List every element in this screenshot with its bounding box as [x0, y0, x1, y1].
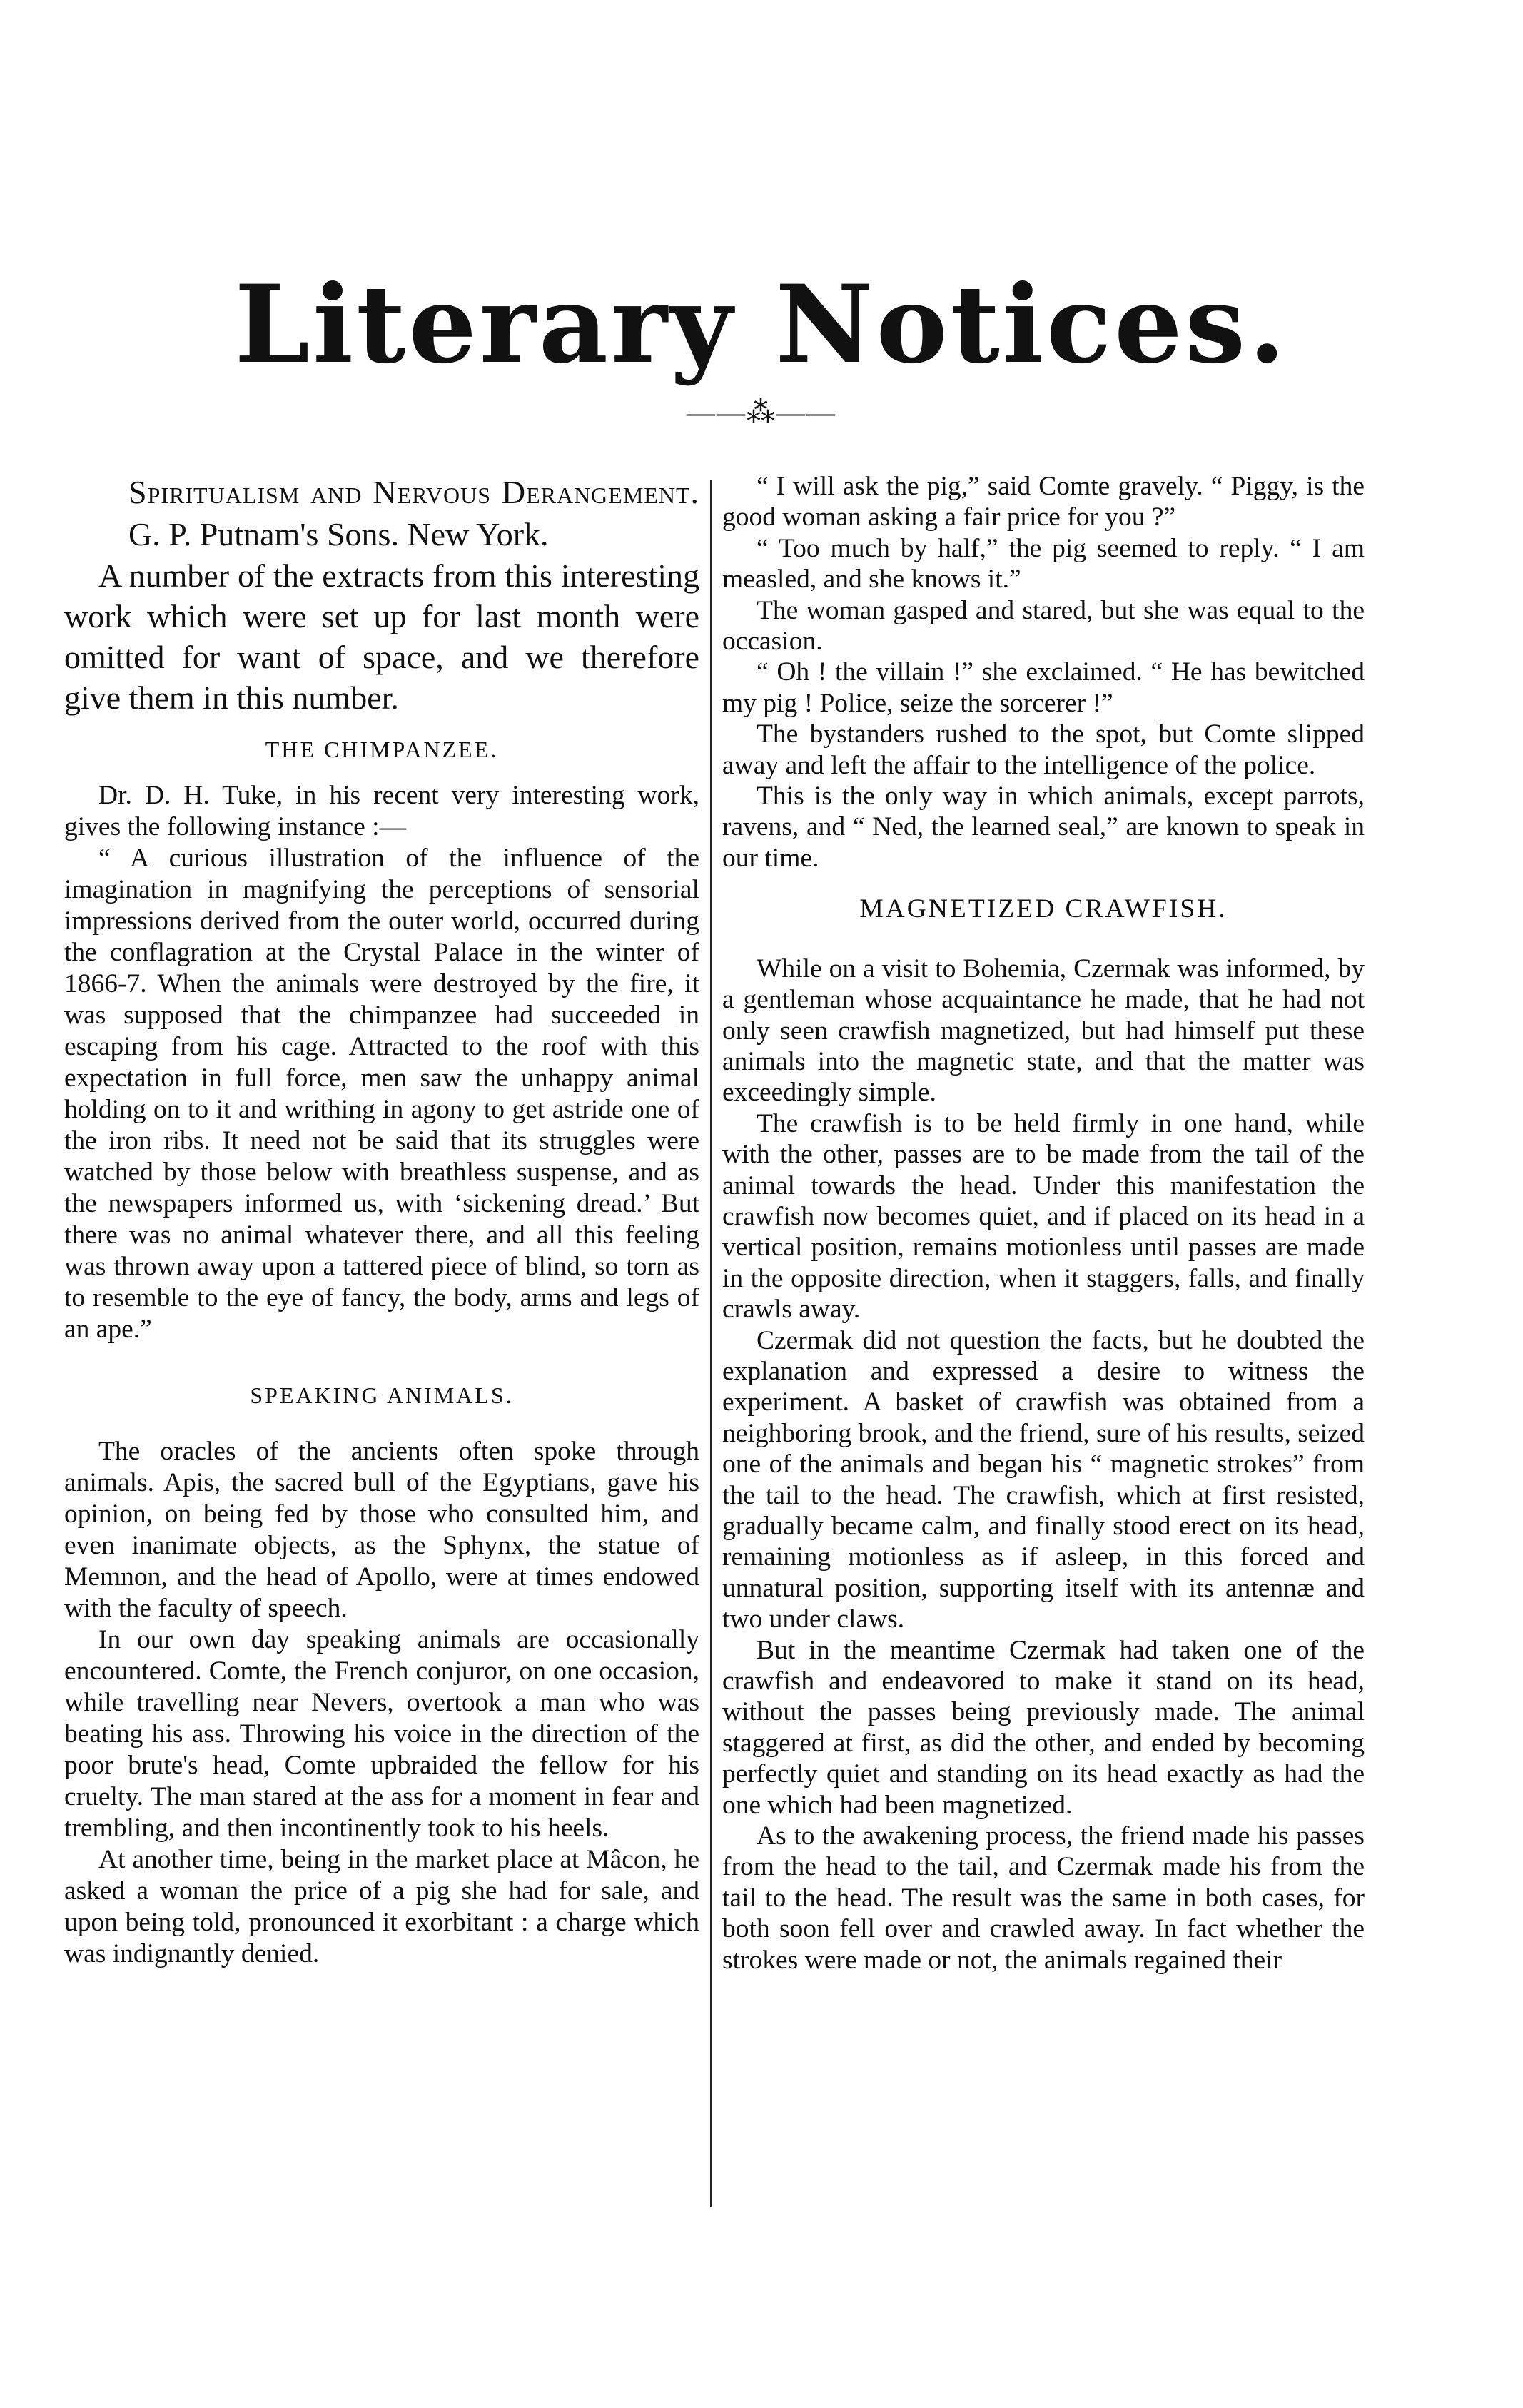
paragraph: Czermak did not question the facts, but he doubted the explanation and expressed a desire to witness the experiment. A basket of crawfish was obtained from a neighboring brook, and the friend, sure of his results, seized one of the animals and began his “ magnetic strokes” from the tail to the head. The crawfish, which at first resisted, gradually became calm, and finally stood erect on its head, remaining motionless as if asleep, in this forced and unnatural position, supporting itself with its antennæ and two under claws. — [722, 1325, 1365, 1634]
publisher: G. P. Putnam's Sons. New York. — [128, 516, 549, 552]
paragraph: In our own day speaking animals are occasionally encountered. Comte, the French conjuror, on one occasion, while travelling near Nevers, overtook a man who was beating his ass. Throwing his voice in the direction of the poor brute's head, Comte upbraided the fellow for his cruelty. The man stared at the ass for a moment in fear and trembling, and then incontinently took to his heels. — [64, 1625, 699, 1843]
paragraph: “ Too much by half,” the pig seemed to reply. “ I am measled, and she knows it.” — [722, 533, 1365, 595]
section-heading-chimpanzee: THE CHIMPANZEE. — [265, 737, 499, 762]
paragraph: At another time, being in the market place at Mâcon, he asked a woman the price of a pig she had for sale, and upon being told, pronounced it exorbitant : a charge which was indignantly denied. — [64, 1845, 699, 1968]
paragraph: This is the only way in which animals, except parrots, ravens, and “ Ned, the learned seal,” are known to speak in our time. — [722, 781, 1365, 873]
column-divider — [710, 480, 712, 2207]
paragraph: The crawfish is to be held firmly in one hand, while with the other, passes are to be made from the tail of the animal towards the head. Under this manifestation the crawfish now becomes quiet, and if placed on its head in a vertical position, remains motionless until passes are made in the opposite direction, when it staggers, falls, and finally crawls away. — [722, 1108, 1365, 1325]
paragraph: Dr. D. H. Tuke, in his recent very interesting work, gives the following instance :— — [64, 781, 699, 841]
right-column — [722, 471, 1365, 1976]
book-title: Spiritualism and Nervous Derangement. — [128, 474, 699, 510]
paragraph: “ Oh ! the villain !” she exclaimed. “ He has bewitched my pig ! Police, seize the sorcerer !” — [722, 657, 1365, 718]
section-heading-speaking-animals: SPEAKING ANIMALS. — [250, 1382, 514, 1408]
section-heading-magnetized-crawfish: MAGNETIZED CRAWFISH. — [859, 894, 1228, 924]
review-heading — [64, 471, 699, 555]
paragraph: The bystanders rushed to the spot, but Comte slipped away and left the affair to the intelligence of the police. — [722, 719, 1365, 780]
paragraph: While on a visit to Bohemia, Czermak was informed, by a gentleman whose acquaintance he made, that he had not only seen crawfish magnetized, but had himself put these animals into the magnetic state, and that the matter was exceedingly simple. — [722, 953, 1365, 1108]
title-ornament: ——⁂—— — [687, 396, 836, 428]
page-title: Literary Notices. — [234, 262, 1289, 388]
paragraph: The oracles of the ancients often spoke through animals. Apis, the sacred bull of the Egyptians, gave his opinion, on being fed by those who consulted him, and even inanimate objects, as the Sphynx, the statue of Memnon, and the head of Apollo, were at times endowed with the faculty of speech. — [64, 1437, 699, 1623]
review-intro: A number of the extracts from this interesting work which were set up for last month were omitted for want of space, and we therefore give them in this number. — [64, 557, 699, 716]
paragraph: As to the awakening process, the friend made his passes from the head to the tail, and Czermak made his from the tail to the head. The result was the same in both cases, for both soon fell over and crawled away. In fact whether the strokes were made or not, the animals regained their — [722, 1821, 1365, 1975]
paragraph: The woman gasped and stared, but she was equal to the occasion. — [722, 595, 1365, 657]
left-column — [64, 471, 699, 1970]
quotation: “ A curious illustration of the influence of the imagination in magnifying the perceptions of sensorial impressions derived from the outer world, occurred during the conflagration at the Crystal Palace in the winter of 1866-7. When the animals were destroyed by the fire, it was supposed that the chimpanzee had succeeded in escaping from his cage. Attracted to the roof with this expectation in full force, men saw the unhappy animal holding on to it and writhing in agony to get astride one of the iron ribs. It need not be said that its struggles were watched by those below with breathless suspense, and as the newspapers informed us, with ‘sickening dread.’ But there was no animal whatever there, and all this feeling was thrown away upon a tattered piece of blind, so torn as to resemble to the eye of fancy, the body, arms and legs of an ape.” — [64, 844, 699, 1344]
paragraph: But in the meantime Czermak had taken one of the crawfish and endeavored to make it stand on its head, without the passes being previously made. The animal staggered at first, as did the other, and ended by becoming perfectly quiet and standing on its head exactly as had the one which had been magnetized. — [722, 1635, 1365, 1820]
paragraph: “ I will ask the pig,” said Comte gravely. “ Piggy, is the good woman asking a fair price for you ?” — [722, 472, 1365, 532]
